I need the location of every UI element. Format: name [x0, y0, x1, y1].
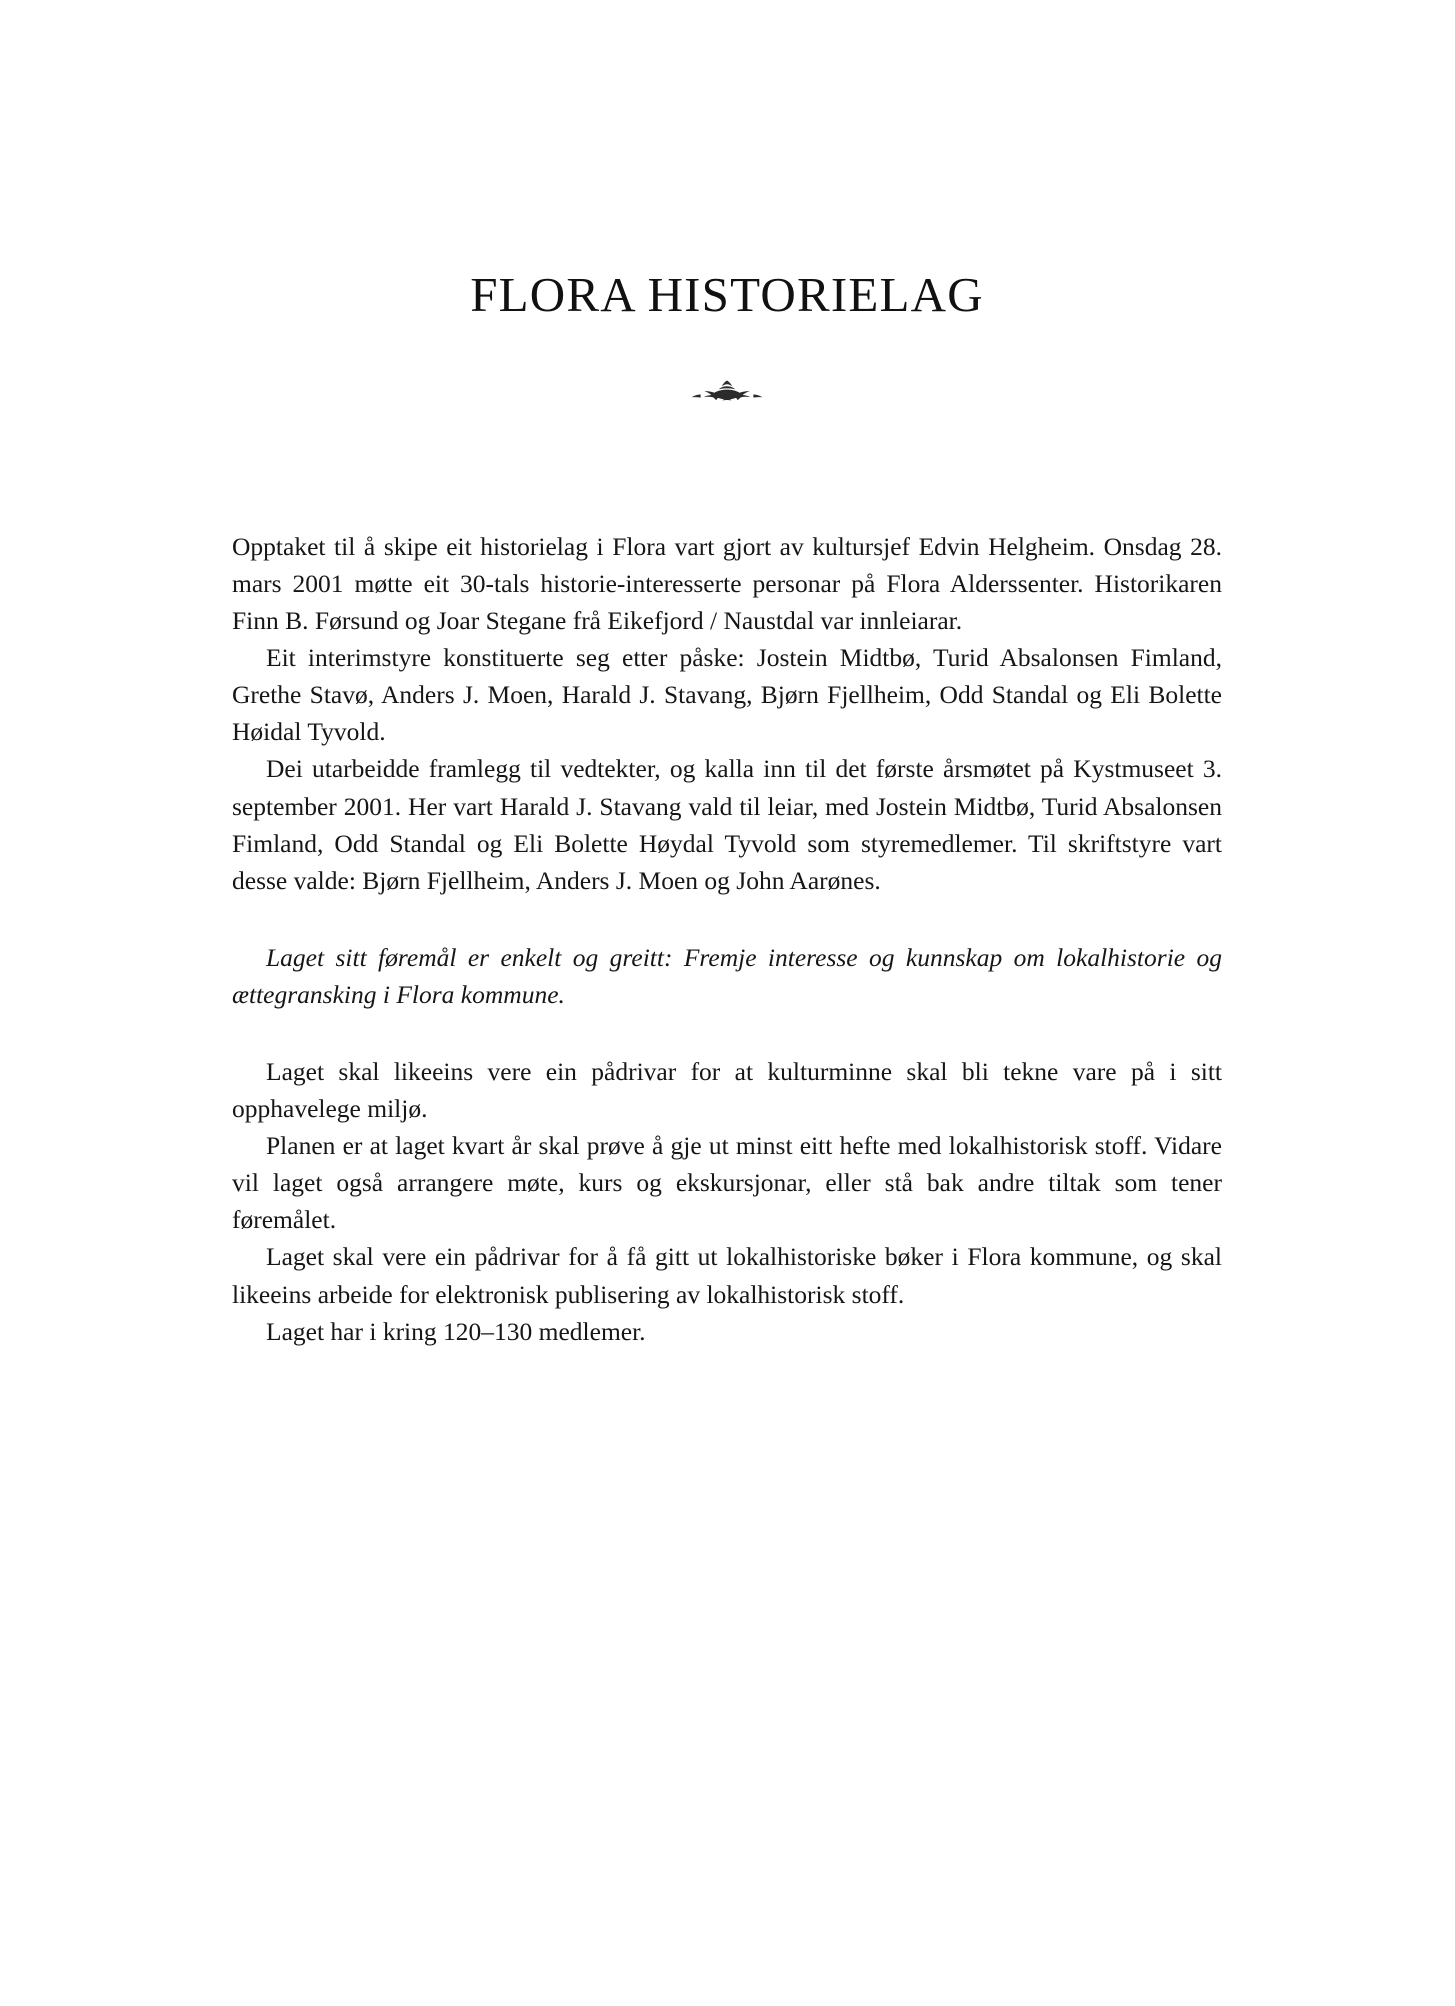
paragraph-2: Eit interimstyre konstituerte seg etter påske: Jostein Midtbø, Turid Absalonsen Fimland, Grethe Stavø, Anders J. Moen, Harald J. Stavang, Bjørn Fjellheim, Odd Standal og Eli Bolette Høidal Tyvold. — [232, 643, 1222, 747]
page-content — [232, 0, 1222, 1350]
paragraph-5: Laget skal likeeins vere ein pådrivar for at kulturminne skal bli tekne vare på i sitt opphavelege miljø. — [232, 1057, 1222, 1124]
paragraph-7: Laget skal vere ein pådrivar for å få gitt ut lokalhistoriske bøker i Flora kommune, og skal likeeins arbeide for elektronisk publisering av lokalhistorisk stoff. — [232, 1242, 1222, 1309]
paragraph-8: Laget har i kring 120–130 medlemer. — [266, 1316, 646, 1346]
article-body — [232, 528, 1222, 1350]
paragraph-purpose-statement: Laget sitt føremål er enkelt og greitt: Fremje interesse og kunnskap om lokalhistorie og ættegransking i Flora kommune. — [232, 942, 1222, 1009]
paragraph-3: Dei utarbeidde framlegg til vedtekter, og kalla inn til det første årsmøtet på Kystmuseet 3. september 2001. Her vart Harald J. Stavang vald til leiar, med Jostein Midtbø, Turid Absalonsen Fimland, Odd Standal og Eli Bolette Høydal Tyvold som styremedlemer. Til skriftstyre vart desse valde: Bjørn Fjellheim, Anders J. Moen og John Aarønes. — [232, 754, 1222, 895]
fleuron-divider-icon — [232, 376, 1222, 416]
paragraph-1: Opptaket til å skipe eit historielag i Flora vart gjort av kultursjef Edvin Helgheim. Onsdag 28. mars 2001 møtte eit 30-tals historie-interesserte personar på Flora Alderssenter. Historikaren Finn B. Førsund og Joar Stegane frå Eikefjord / Naustdal var innleiarar. — [232, 531, 1222, 636]
paragraph-6: Planen er at laget kvart år skal prøve å gje ut minst eitt hefte med lokalhistorisk stoff. Vidare vil laget også arrangere møte, kurs og ekskursjonar, eller stå bak andre tiltak som tener føremålet. — [232, 1131, 1222, 1235]
page-title: FLORA HISTORIELAG — [470, 267, 984, 322]
